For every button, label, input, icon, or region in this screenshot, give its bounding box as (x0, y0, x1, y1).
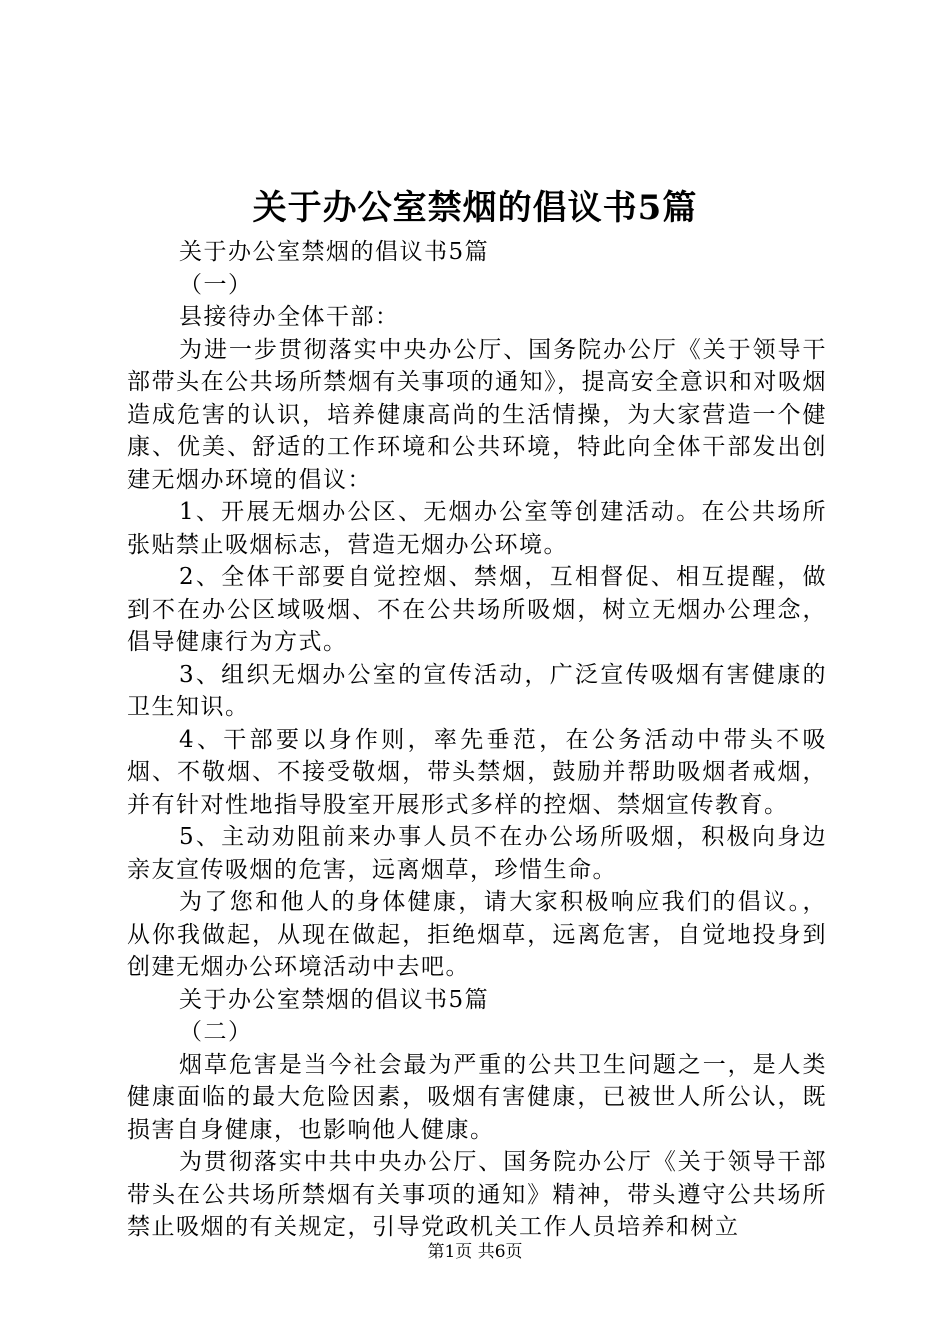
section-marker: （一） (179, 271, 253, 298)
list-item-paragraph: 5、主动劝阻前来办事人员不在办公场所吸烟，积极向身边亲友宣传吸烟的危害，远离烟草，珍惜生命。 (127, 824, 827, 883)
body-paragraph: 为贯彻落实中共中央办公厅、国务院办公厅《关于领导干部带头在公共场所禁烟有关事项的通知》精神，带头遵守公共场所禁止吸烟的有关规定，引导党政机关工作人员培养和树立 (127, 1149, 827, 1240)
list-item-paragraph: 3、组织无烟办公室的宣传活动，广泛宣传吸烟有害健康的卫生知识。 (127, 661, 827, 720)
body-paragraph: 为了您和他人的身体健康，请大家积极响应我们的倡议。，从你我做起，从现在做起，拒绝烟草，远离危害，自觉地投身到创建无烟办公环境活动中去吧。 (127, 889, 827, 980)
document-title: 关于办公室禁烟的倡议书5篇 (252, 188, 698, 228)
section-marker: （二） (179, 1019, 253, 1045)
page-footer: 第1页 共6页 (427, 1242, 523, 1262)
subtitle-paragraph: 关于办公室禁烟的倡议书5篇 (179, 239, 490, 265)
list-item-paragraph: 1、开展无烟办公区、无烟办公室等创建活动。在公共场所张贴禁止吸烟标志，营造无烟办公环境。 (127, 499, 827, 558)
document-body (127, 236, 827, 1244)
list-item-paragraph: 2、全体干部要自觉控烟、禁烟，互相督促、相互提醒，做到不在办公区域吸烟、不在公共场所吸烟，树立无烟办公理念，倡导健康行为方式。 (127, 564, 827, 655)
body-paragraph: 为进一步贯彻落实中央办公厅、国务院办公厅《关于领导干部带头在公共场所禁烟有关事项的通知》，提高安全意识和对吸烟造成危害的认识，培养健康高尚的生活情操，为大家营造一个健康、优美、舒适的工作环境和公共环境，特此向全体干部发出创建无烟办环境的倡议： (127, 336, 827, 493)
body-paragraph: 烟草危害是当今社会最为严重的公共卫生问题之一，是人类健康面临的最大危险因素，吸烟有害健康，已被世人所公认，既损害自身健康，也影响他人健康。 (127, 1051, 827, 1143)
salutation-paragraph: 县接待办全体干部： (179, 304, 400, 330)
subtitle-paragraph: 关于办公室禁烟的倡议书5篇 (179, 986, 490, 1013)
list-item-paragraph: 4、干部要以身作则，率先垂范，在公务活动中带头不吸烟、不敬烟、不接受敬烟，带头禁烟，鼓励并帮助吸烟者戒烟，并有针对性地指导股室开展形式多样的控烟、禁烟宣传教育。 (127, 726, 827, 818)
